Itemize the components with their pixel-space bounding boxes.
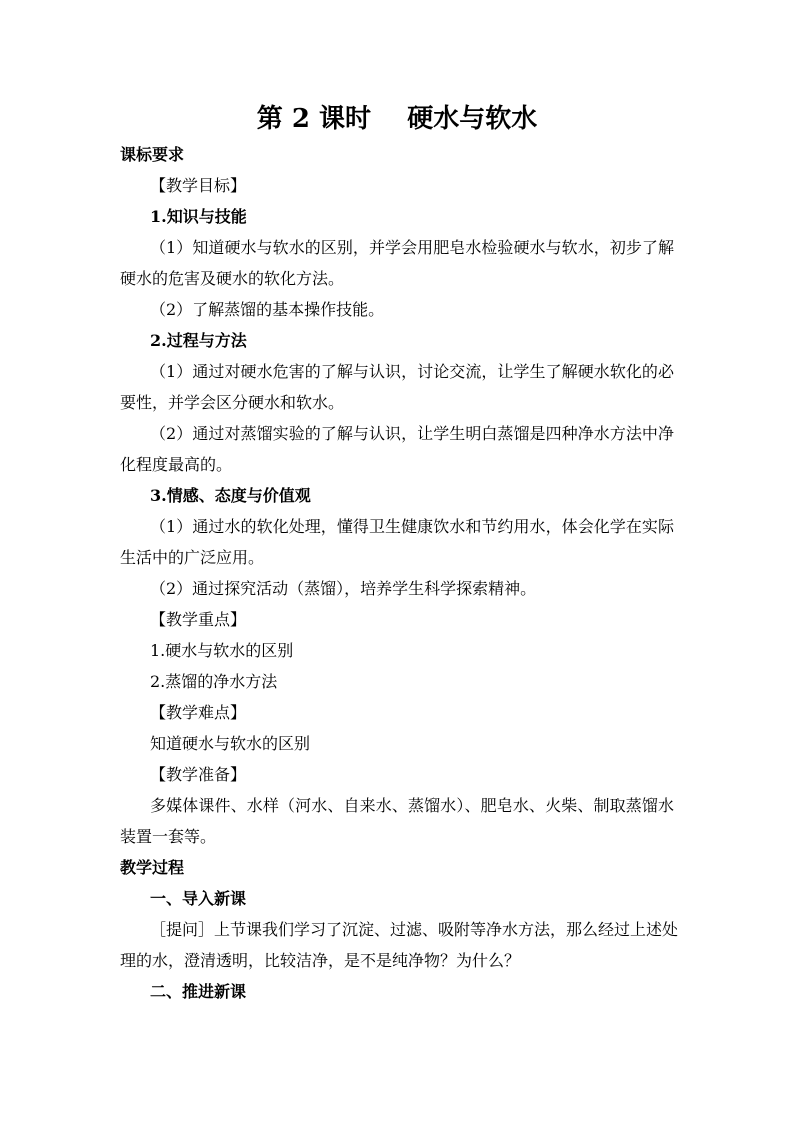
list-item: 知道硬水与软水的区别 <box>150 734 311 753</box>
paragraph-line: 理的水，澄清透明，比较洁净，是不是纯净物？为什么？ <box>120 951 521 970</box>
paragraph-line: （2）通过探究活动（蒸馏），培养学生科学探索精神。 <box>150 579 537 598</box>
paragraph-line: （2）了解蒸馏的基本操作技能。 <box>150 300 385 319</box>
paragraph-line: ［提问］上节课我们学习了沉淀、过滤、吸附等净水方法，那么经过上述处 <box>150 920 679 939</box>
paragraph-line: （1）通过对硬水危害的了解与认识，讨论交流，让学生了解硬水软化的必 <box>150 362 674 381</box>
paragraph-line: （1）知道硬水与软水的区别，并学会用肥皂水检验硬水与软水，初步了解 <box>150 238 674 257</box>
heading-introduction: 一、导入新课 <box>150 889 247 908</box>
list-item: 2.蒸馏的净水方法 <box>150 672 278 691</box>
heading-new-lesson: 二、推进新课 <box>150 982 247 1001</box>
paragraph-line: （2）通过对蒸馏实验的了解与认识，让学生明白蒸馏是四种净水方法中净 <box>150 424 674 443</box>
page-title: 第 2 课时 硬水与软水 <box>256 104 538 134</box>
paragraph-line: 装置一套等。 <box>120 827 217 846</box>
subheading-difficulties: 【教学难点】 <box>150 703 247 722</box>
heading-attitude-values: 3.情感、态度与价值观 <box>150 486 311 505</box>
heading-process-methods: 2.过程与方法 <box>150 331 247 350</box>
section-heading-standards: 课标要求 <box>120 145 185 164</box>
paragraph-line: （1）通过水的软化处理，懂得卫生健康饮水和节约用水，体会化学在实际 <box>150 517 674 536</box>
list-item: 1.硬水与软水的区别 <box>150 641 294 660</box>
paragraph-line: 要性，并学会区分硬水和软水。 <box>120 393 345 412</box>
heading-knowledge-skills: 1.知识与技能 <box>150 207 247 226</box>
paragraph-line: 硬水的危害及硬水的软化方法。 <box>120 269 345 288</box>
subheading-teaching-goals: 【教学目标】 <box>150 176 247 195</box>
subheading-key-points: 【教学重点】 <box>150 610 247 629</box>
section-heading-process: 教学过程 <box>120 858 185 877</box>
subheading-preparation: 【教学准备】 <box>150 765 247 784</box>
paragraph-line: 化程度最高的。 <box>120 455 233 474</box>
paragraph-line: 多媒体课件、水样（河水、自来水、蒸馏水）、肥皂水、火柴、制取蒸馏水 <box>150 796 674 815</box>
paragraph-line: 生活中的广泛应用。 <box>120 548 265 567</box>
